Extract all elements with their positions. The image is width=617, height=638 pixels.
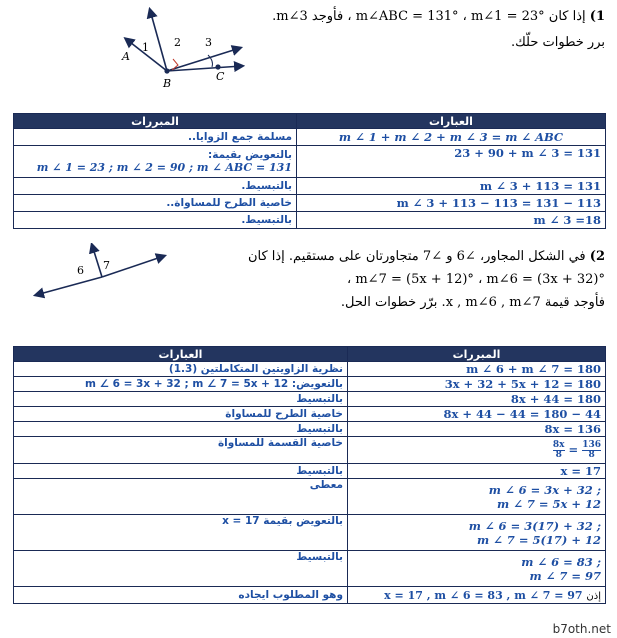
q1-header-reasons: المبررات — [14, 114, 297, 129]
q2-statement-10b: m ∠ 7 = 97 — [529, 568, 601, 583]
q1-angle-figure — [112, 4, 252, 94]
fig1-label-C: C — [216, 70, 225, 83]
q2-reason-9: بالتعويض بقيمة x = 17 — [14, 515, 348, 551]
q2-statement-9b: m ∠ 7 = 5(17) + 12 — [477, 532, 601, 547]
table-row — [14, 212, 606, 229]
table-row — [14, 377, 606, 392]
fraction-right-den: 8 — [588, 449, 595, 460]
q1-line1: إذا كان ‎m∠ABC = 131°‎ ، ‎m∠1 = 23°‎ ، فأوجد ‎m∠3‎. — [272, 9, 586, 24]
fraction-left — [553, 441, 565, 460]
q2-statement-11-main: x = 17 , m ∠ 6 = 83 , m ∠ 7 = 97 — [384, 588, 583, 602]
q2-reason-3: بالتبسيط — [14, 392, 348, 407]
q2-reason-2: بالتعويض: m ∠ 6 = 3x + 32 ; m ∠ 7 = 5x + 12 — [14, 377, 348, 392]
fig1-label-B: B — [163, 77, 172, 90]
q2-proof-table — [13, 346, 606, 604]
q1-reason-3: بالتبسيط. — [14, 178, 297, 195]
q2-statement-11 — [348, 587, 606, 604]
q2-header-right: المبررات — [348, 347, 606, 362]
table-row — [14, 464, 606, 479]
fraction-left-num: 8x — [552, 439, 565, 450]
fig2-label-6: 6 — [77, 264, 84, 277]
table-row — [14, 195, 606, 212]
table-row — [14, 178, 606, 195]
q2-reason-10: بالتبسيط — [14, 551, 348, 587]
fig1-label-1: 1 — [142, 41, 149, 54]
q2-statement-6: $\frac{8x}{8}$ = $\frac{136}{8}$ — [348, 437, 606, 464]
q1-reason-1: مسلمة جمع الزوايا.. — [14, 129, 297, 146]
q2-statement-4: 8x + 44 − 44 = 180 − 44 — [348, 407, 606, 422]
fraction-left-den: 8 — [555, 449, 562, 460]
q1-number: 1) — [589, 9, 605, 24]
q1-reason-2-detail: m ∠ 1 = 23 ; m ∠ 2 = 90 ; m ∠ ABC = 131 — [36, 161, 292, 174]
table-row — [14, 407, 606, 422]
q1-statement-1: m ∠ 1 + m ∠ 2 + m ∠ 3 = m ∠ ABC — [297, 129, 606, 146]
table-row — [14, 437, 606, 464]
table-row — [14, 479, 606, 515]
q1-proof-table — [13, 113, 606, 229]
fraction-right-num: 136 — [582, 439, 601, 450]
q2-statement-8a: m ∠ 6 = 3x + 32 ; — [488, 482, 601, 497]
footer-watermark: b7oth.net — [552, 622, 611, 636]
table-row — [14, 587, 606, 604]
fig1-label-3: 3 — [205, 36, 212, 49]
table-row — [14, 146, 606, 178]
table-row — [14, 515, 606, 551]
fraction-right — [582, 441, 601, 460]
q2-line3: فأوجد قيمة ‎x , m∠6 , m∠7‎. برّر خطوات الحل. — [340, 295, 605, 310]
fig2-label-7: 7 — [103, 259, 110, 272]
q2-statement-8b: m ∠ 7 = 5x + 12 — [497, 496, 601, 511]
q2-statement-10a: m ∠ 6 = 83 ; — [521, 554, 601, 569]
fig1-label-2: 2 — [174, 36, 181, 49]
q1-text — [255, 8, 605, 52]
q1-statement-2: 23 + 90 + m ∠ 3 = 131 — [297, 146, 606, 178]
q2-reason-1: نظرية الزاويتين المتكاملتين (1.3) — [14, 362, 348, 377]
q2-reason-4: خاصية الطرح للمساواة — [14, 407, 348, 422]
q2-statement-7: x = 17 — [348, 464, 606, 479]
q1-reason-4: خاصية الطرح للمساواة.. — [14, 195, 297, 212]
q2-statement-3: 8x + 44 = 180 — [348, 392, 606, 407]
q2-text — [190, 248, 605, 312]
q1-statement-4: m ∠ 3 + 113 − 113 = 131 − 113 — [297, 195, 606, 212]
q2-header-left: العبارات — [14, 347, 348, 362]
q1-reason-2-label: بالتعويض بقيمة: — [208, 149, 292, 161]
q1-reason-2 — [14, 146, 297, 178]
table-row — [14, 392, 606, 407]
q1-line2: برر خطوات حلّك. — [510, 35, 605, 50]
q2-line1: في الشكل المجاور، ∠6 و ∠7 متجاورتان على مستقيم. إذا كان — [247, 249, 586, 264]
q2-reason-11: وهو المطلوب ايجاده — [14, 587, 348, 604]
table-row — [14, 422, 606, 437]
q2-statement-10 — [348, 551, 606, 587]
q2-linear-pair-figure — [30, 243, 175, 303]
q1-header-statements: العبارات — [297, 114, 606, 129]
q2-statement-9a: m ∠ 6 = 3(17) + 32 ; — [468, 518, 601, 533]
table-row — [14, 129, 606, 146]
q2-number: 2) — [589, 249, 605, 264]
q2-statement-1: m ∠ 6 + m ∠ 7 = 180 — [348, 362, 606, 377]
q2-statement-2: 3x + 32 + 5x + 12 = 180 — [348, 377, 606, 392]
fig1-label-A: A — [122, 50, 130, 63]
q2-reason-5: بالتبسيط — [14, 422, 348, 437]
q2-statement-5: 8x = 136 — [348, 422, 606, 437]
q2-statement-9 — [348, 515, 606, 551]
q2-reason-6: خاصية القسمة للمساواة — [14, 437, 348, 464]
q1-statement-5: m ∠ 3 =18 — [297, 212, 606, 229]
q1-statement-3: m ∠ 3 + 113 = 131 — [297, 178, 606, 195]
q1-reason-5: بالتبسيط. — [14, 212, 297, 229]
q2-statement-8 — [348, 479, 606, 515]
table-row — [14, 551, 606, 587]
q2-reason-8: معطى — [14, 479, 348, 515]
table-row — [14, 362, 606, 377]
q2-line2: ‎m∠7 = (5x + 12)° ، m∠6 = (3x + 32)°‎ ، — [347, 272, 605, 287]
q2-reason-7: بالتبسيط — [14, 464, 348, 479]
q2-statement-11-prefix: إذن — [586, 590, 601, 602]
